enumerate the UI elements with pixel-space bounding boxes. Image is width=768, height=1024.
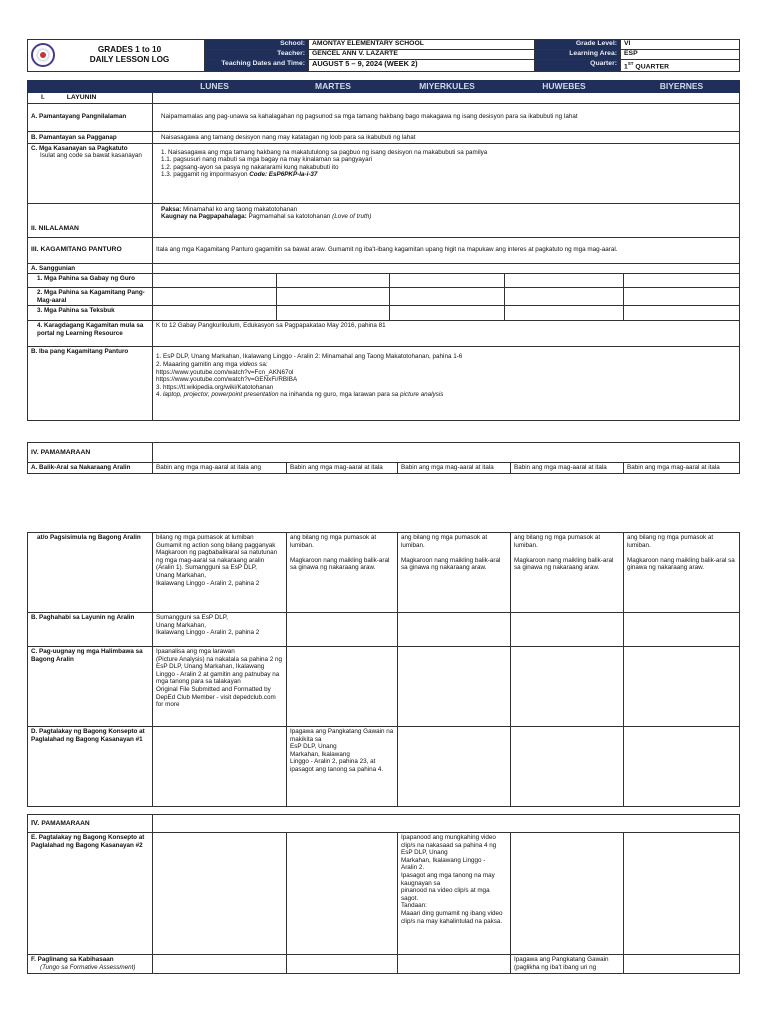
teksbuk-label: 3. Mga Pahina sa Teksbuk (28, 306, 153, 321)
lesson-log-header (27, 39, 739, 72)
cell-kma-miyerkules (390, 288, 505, 306)
balik-aral-martes: Babin ang mga mag-aaral at itala (287, 463, 398, 474)
balik-aral-label: A. Balik-Aral sa Nakaraang Aralin (28, 463, 153, 474)
lesson-log-table-page1 (27, 80, 739, 421)
pagtalakay-2-biyernes (624, 833, 740, 955)
kagamitang-panturo-text: Itala ang mga Kagamitang Panturo gagamitin sa bawat araw. Gumamit ng iba't-ibang kagamitan upang higit na mapukaw ang interes at pagkatuto ng mga mag-aaral. (153, 237, 740, 263)
cell-kma-lunes (153, 288, 277, 306)
pamantayang-pangnilalaman-label: A. Pamantayang Pangnilalaman (28, 103, 153, 131)
paglinang-label-cell (28, 955, 153, 974)
cell-gabay-biyernes (624, 274, 740, 288)
cell-kma-martes (277, 288, 390, 306)
quarter-value: 1ST QUARTER (621, 60, 740, 72)
paghahabi-huwebes (511, 613, 624, 647)
teacher-value: GENCEL ANN V. LAZARTE (309, 50, 535, 60)
kasanayan-line-2: 1.1. pagsusuri nang mabuti sa mga bagay na may kinalaman sa pangyayari (161, 156, 373, 164)
section-nilalaman: II. NILALAMAN (28, 203, 153, 237)
section-kagamitang-panturo: III. KAGAMITANG PANTURO (28, 237, 153, 263)
kagamitan-line-1: 1. EsP DLP, Unang Markahan, Ikalawang Linggo - Aralin 2: Minamahal ang Taong Makatotohanan, pahina 1-6 (156, 353, 463, 361)
header-title-line1: GRADES 1 to 10 (97, 45, 162, 54)
pag-uugnay-huwebes (511, 647, 624, 727)
pag-uugnay-biyernes (624, 647, 740, 727)
dates-value: AUGUST 5 – 9, 2024 (WEEK 2) (309, 60, 535, 72)
sanggunian-blank (153, 263, 740, 274)
pamamaraan-page2 (27, 814, 739, 974)
pag-uugnay-martes (287, 647, 398, 727)
day-miyerkules: MIYERKULES (390, 81, 505, 93)
cell-gabay-miyerkules (390, 274, 505, 288)
paksa-line: Paksa: Minamahal ko ang taong makatotohanan (161, 205, 298, 213)
cell-teks-lunes (153, 306, 277, 321)
section-pamamaraan-2: IV. PAMAMARAAN (28, 815, 153, 833)
pagtalakay-1-martes: Ipagawa ang Pangkatang Gawain na makikita sa EsP DLP, Unang Markahan, Ikalawang Linggo - Aralin 2, pahina 23, at ipasagot ang tanong sa pahina 4. (287, 727, 398, 807)
section-pamamaraan: IV. PAMAMARAAN (28, 443, 153, 463)
balik-aral-lunes: Babin ang mga mag-aaral at itala ang (153, 463, 287, 474)
day-huwebes: HUWEBES (505, 81, 624, 93)
nilalaman-text (153, 203, 740, 237)
pamamaraan-2-blank (153, 815, 740, 833)
pamamaraan-page1 (27, 442, 739, 474)
balik-aral-huwebes: Babin ang mga mag-aaral at itala (511, 463, 624, 474)
paglinang-martes (287, 955, 398, 974)
pagtalakay-1-miyerkules (398, 727, 511, 807)
karagdagang-kagamitan-text: K to 12 Gabay Pangkurikulum, Edukasyon sa Pagpapakatao May 2016, pahina 81 (153, 321, 740, 347)
pagtalakay-1-lunes (153, 727, 287, 807)
kagamitan-line-6: 4. laptop, projector, powerpoint presentation na inihanda ng guro, mga larawan para sa picture analysis (156, 391, 444, 399)
kasanayan-label-cell (28, 143, 153, 203)
pag-uugnay-label: C. Pag-uugnay ng mga Halimbawa sa Bagong Aralin (28, 647, 153, 727)
cell-teks-biyernes (624, 306, 740, 321)
pagtalakay-1-huwebes (511, 727, 624, 807)
gabay-guro-label: 1. Mga Pahina sa Gabay ng Guro (28, 274, 153, 288)
kasanayan-line-4: 1.3. paggamit ng impormasyon Code: EsP6PKP-Ia-i-37 (161, 171, 318, 179)
balik-aral-miyerkules: Babin ang mga mag-aaral at itala (398, 463, 511, 474)
grade-value: VI (621, 40, 740, 50)
balik-aral-biyernes-cont: ang bilang ng mga pumasok at lumiban. Magkaroon nang maikling balik-aral sa ginawa ng nakaraang araw. (624, 533, 740, 613)
paglinang-lunes (153, 955, 287, 974)
kaugnay-line: Kaugnay na Pagpapahalaga: Pagmamahal sa katotohanan (Love of truth) (161, 213, 372, 221)
cell-kma-biyernes (624, 288, 740, 306)
cell-teks-huwebes (505, 306, 624, 321)
cell-gabay-huwebes (505, 274, 624, 288)
pamantayang-pangnilalaman-text: Naipamamalas ang pag-unawa sa kahalagahan ng pagsunod sa mga tamang hakbang bago makagawa ng isang desisyon para sa ikabubuti ng lahat (153, 103, 740, 131)
dates-label: Teaching Dates and Time: (205, 60, 309, 72)
header-title-cell (28, 40, 205, 72)
wiki-link[interactable]: 3. https://tl.wikipedia.org/wiki/Katotohanan (156, 383, 274, 391)
pagtalakay-2-lunes (153, 833, 287, 955)
grade-label: Grade Level: (535, 40, 621, 50)
iba-pang-kagamitan-text (153, 347, 740, 421)
cell-gabay-martes (277, 274, 390, 288)
kagamitang-mag-aaral-label: 2. Mga Pahina sa Kagamitang Pang-Mag-aaral (28, 288, 153, 306)
day-lunes: LUNES (153, 81, 277, 93)
paghahabi-miyerkules (398, 613, 511, 647)
balik-aral-biyernes: Babin ang mga mag-aaral at itala (624, 463, 740, 474)
iba-pang-kagamitan-label: B. Iba pang Kagamitang Panturo (28, 347, 153, 421)
days-header-blank (28, 81, 153, 93)
quarter-label: Quarter: (535, 60, 621, 72)
pagtalakay-1-label: D. Pagtalakay ng Bagong Konsepto at Paglalahad ng Bagong Kasanayan #1 (28, 727, 153, 807)
pagtalakay-2-huwebes (511, 833, 624, 955)
pag-uugnay-miyerkules (398, 647, 511, 727)
kasanayan-label: C. Mga Kasanayan sa Pagkatuto (31, 144, 128, 152)
video-link-2[interactable]: https://www.youtube.com/watch?v=GENxFi/RBIBA (156, 376, 298, 384)
school-label: School: (205, 40, 309, 50)
pagtalakay-2-martes (287, 833, 398, 955)
balik-aral-label-cont: at/o Pagsisimula ng Bagong Aralin (28, 533, 153, 613)
paglinang-huwebes: Ipagawa ang Pangkatang Gawain (paglikha ng iba't ibang uri ng (511, 955, 624, 974)
cell-gabay-lunes (153, 274, 277, 288)
pamamaraan-blank (153, 443, 740, 463)
teacher-label: Teacher: (205, 50, 309, 60)
day-martes: MARTES (277, 81, 390, 93)
kasanayan-line-1: 1. Naisasagawa ang mga tamang hakbang na makatutulong sa pagbuo ng isang desisyon na makabubuti sa pamilya (161, 148, 488, 156)
sanggunian-label: A. Sanggunian (28, 263, 153, 274)
section-layunin: I. LAYUNIN (28, 93, 153, 104)
kasanayan-sub: Isulat ang code sa bawat kasanayan (40, 152, 142, 160)
cell-teks-martes (277, 306, 390, 321)
area-value: ESP (621, 50, 740, 60)
paghahabi-martes (287, 613, 398, 647)
cell-teks-miyerkules (390, 306, 505, 321)
kagamitan-line-2: 2. Maaaring gamitin ang mga videos sa: (156, 360, 268, 368)
pagtalakay-2-label: E. Pagtalakay ng Bagong Konsepto at Paglalahad ng Bagong Kasanayan #2 (28, 833, 153, 955)
paglinang-label: F. Paglinang sa Kabihasaan (31, 956, 114, 963)
balik-aral-martes-cont: ang bilang ng mga pumasok at lumiban. Magkaroon nang maikling balik-aral sa ginawa ng nakaraang araw. (287, 533, 398, 613)
balik-aral-lunes-cont: bilang ng mga pumasok at lumiban Gumamit ng action song bilang pagganyak Magkaroon ng pagbabalikaral sa natutunan ng mga mag-aaral sa nakaraang aralin (Aralin 1). Sumangguni sa EsP DLP, Unang Markahan, Ikalawang Linggo - Aralin 2, pahina 2 (153, 533, 287, 613)
pagtalakay-2-miyerkules: Ipapanood ang mungkahing video clip/s na nakasaad sa pahina 4 ng EsP DLP, Unang Markahan, Ikalawang Linggo - Aralin 2. Ipasagot ang mga tanong na may kaugnayan sa pinanood na video clip/s at mga sagot. Tandaan: Maaari ding gumamit ng ibang video clip/s na may kahalintulad na paksa. (398, 833, 511, 955)
cell-kma-huwebes (505, 288, 624, 306)
layunin-blank (153, 93, 740, 104)
school-value: AMONTAY ELEMENTARY SCHOOL (309, 40, 535, 50)
balik-aral-miyerkules-cont: ang bilang ng mga pumasok at lumiban. Magkaroon nang maikling balik-aral sa ginawa ng nakaraang araw. (398, 533, 511, 613)
kasanayan-text (153, 143, 740, 203)
pamantayan-pagganap-text: Naisasagawa ang tamang desisyon nang may katatagan ng loob para sa ikabubuti ng lahat (153, 131, 740, 143)
video-link-1[interactable]: https://www.youtube.com/watch?v=Fcn_AKN67ol (156, 368, 294, 376)
pamantayan-pagganap-label: B. Pamantayan sa Pagganap (28, 131, 153, 143)
paglinang-biyernes (624, 955, 740, 974)
balik-aral-huwebes-cont: ang bilang ng mga pumasok at lumiban. Magkaroon nang maikling balik-aral sa ginawa ng nakaraang araw. (511, 533, 624, 613)
paglinang-miyerkules (398, 955, 511, 974)
header-title-line2: DAILY LESSON LOG (89, 55, 170, 64)
paghahabi-label: B. Paghahabi sa Layunin ng Aralin (28, 613, 153, 647)
kasanayan-line-3: 1.2. pagsang-ayon sa pasya ng nakararami kung nakabubuti ito (161, 163, 339, 171)
paglinang-sub: (Tungo sa Formative Assessment) (40, 963, 136, 971)
pagtalakay-1-biyernes (624, 727, 740, 807)
paghahabi-biyernes (624, 613, 740, 647)
karagdagang-kagamitan-label: 4. Karagdagang Kagamitan mula sa portal ng Learning Resource (28, 321, 153, 347)
area-label: Learning Area: (535, 50, 621, 60)
paghahabi-lunes: Sumangguni sa EsP DLP, Unang Markahan, Ikalawang Linggo - Aralin 2, pahina 2 (153, 613, 287, 647)
day-biyernes: BIYERNES (624, 81, 740, 93)
lesson-log-table-page2 (27, 532, 739, 807)
pag-uugnay-lunes: Ipaanalisa ang mga larawan (Picture Analysis) na nakatala sa pahina 2 ng EsP DLP, Unang Markahan, Ikalawang Linggo - Aralin 2 at gamitin ang patnubay na mga tanong para sa talakayan Original File Submitted and Formatted by DepEd Club Member - visit depedclub.com for more (153, 647, 287, 727)
deped-seal-icon (31, 43, 55, 67)
